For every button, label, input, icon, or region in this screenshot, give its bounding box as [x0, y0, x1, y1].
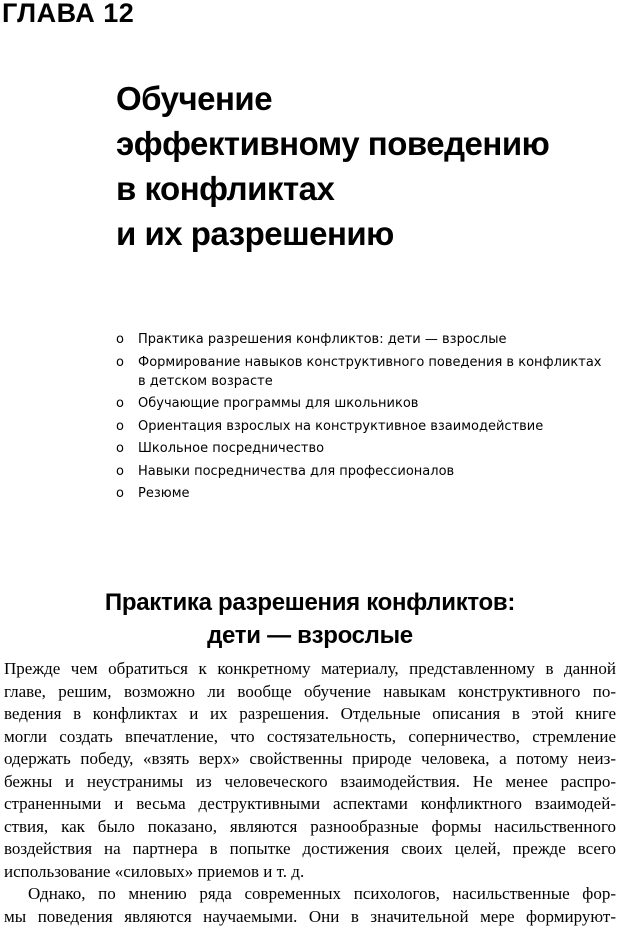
- contents-item: [116, 439, 616, 458]
- body-line: Однако, по мнению ряда современных психологов, насильственные фор-: [4, 883, 616, 906]
- contents-item-text: в детском возрасте: [138, 374, 273, 389]
- contents-item: [116, 353, 616, 391]
- contents-item-text: Практика разрешения конфликтов: дети — взрослые: [138, 332, 507, 347]
- chapter-contents-list: [116, 330, 616, 507]
- body-line: одержать победу, «взять верх» свойственны природе человека, а потому неиз-: [4, 748, 616, 771]
- bullet-icon: o: [116, 353, 124, 372]
- contents-item: [116, 394, 616, 413]
- body-line: ведения в конфликтах и их разрешения. Отдельные описания в этой книге: [4, 703, 616, 726]
- contents-item: [116, 484, 616, 503]
- contents-item-text: Ориентация взрослых на конструктивное взаимодействие: [138, 419, 543, 434]
- bullet-icon: o: [116, 417, 124, 436]
- chapter-title-line: и их разрешению: [116, 211, 549, 256]
- body-line: страненными и весьма деструктивными аспектами конфликтного взаимодей-: [4, 793, 616, 816]
- body-line: ствия, как было показано, являются разнообразные формы насильственного: [4, 816, 616, 839]
- contents-item: [116, 417, 616, 436]
- contents-item: [116, 330, 616, 349]
- contents-item-text: Школьное посредничество: [138, 441, 324, 456]
- section-heading-line: дети — взрослые: [0, 619, 620, 652]
- body-line: бежны и неустранимы из человеческого взаимодействия. Не менее распро-: [4, 771, 616, 794]
- body-line: воздействия на партнера в попытке достижения своих целей, прежде всего: [4, 838, 616, 861]
- contents-item-text: Формирование навыков конструктивного поведения в конфликтах: [138, 355, 602, 370]
- body-line: могли создать впечатление, что состязательность, соперничество, стремление: [4, 726, 616, 749]
- contents-item-text: Резюме: [138, 486, 190, 501]
- chapter-title-line: эффективному поведению: [116, 121, 549, 166]
- contents-item: [116, 462, 616, 481]
- chapter-title-line: в конфликтах: [116, 166, 549, 211]
- bullet-icon: o: [116, 462, 124, 481]
- bullet-icon: o: [116, 330, 124, 349]
- body-line: главе, решим, возможно ли вообще обучение навыкам конструктивного по-: [4, 681, 616, 704]
- body-text: [4, 658, 616, 928]
- chapter-title: [116, 76, 549, 256]
- bullet-icon: o: [116, 439, 124, 458]
- bullet-icon: o: [116, 484, 124, 503]
- chapter-label: ГЛАВА 12: [2, 0, 134, 29]
- body-line: Прежде чем обратиться к конкретному материалу, представленному в данной: [4, 658, 616, 681]
- section-heading-line: Практика разрешения конфликтов:: [0, 586, 620, 619]
- body-line: использование «силовых» приемов и т. д.: [4, 861, 616, 884]
- body-line: мы поведения являются научаемыми. Они в значительной мере формируют-: [4, 906, 616, 928]
- bullet-icon: o: [116, 394, 124, 413]
- section-heading: [0, 586, 620, 652]
- contents-item-text: Навыки посредничества для профессионалов: [138, 464, 454, 479]
- chapter-title-line: Обучение: [116, 76, 549, 121]
- contents-item-text: Обучающие программы для школьников: [138, 396, 418, 411]
